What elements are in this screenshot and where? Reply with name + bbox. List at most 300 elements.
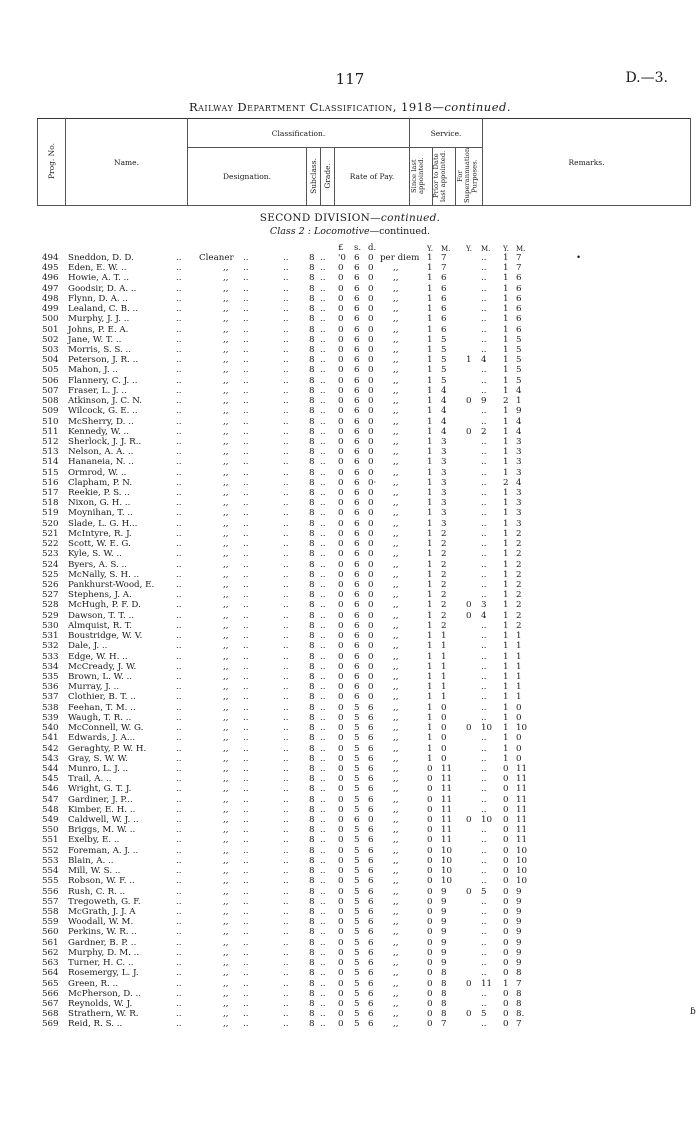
table-row xyxy=(0,498,700,508)
employee-name: McNally, S. H. .. xyxy=(68,569,140,580)
leader-dots: .. xyxy=(176,334,182,345)
super-years: 1 xyxy=(503,365,509,376)
prior-months: .. xyxy=(481,334,487,345)
pounds: 0 xyxy=(338,896,344,907)
prior-years: 0 xyxy=(466,1009,472,1020)
leader-dots: .. xyxy=(176,825,182,836)
pence: 0 xyxy=(368,436,374,447)
pounds: 0 xyxy=(338,723,344,734)
pay-period: ,, xyxy=(393,406,399,417)
pay-period: ,, xyxy=(393,988,399,999)
prog-no: 551 xyxy=(42,835,59,846)
table-row xyxy=(0,417,700,427)
employee-name: Lealand, C. B. .. xyxy=(68,304,139,315)
super-months: 8. xyxy=(516,1009,525,1020)
shillings: 5 xyxy=(354,988,360,999)
table-row xyxy=(0,611,700,621)
super-years: 1 xyxy=(503,375,509,386)
designation: ,, xyxy=(223,457,229,468)
pay-period: ,, xyxy=(393,375,399,386)
prior-months: .. xyxy=(481,998,487,1009)
leader-dots: .. xyxy=(283,958,289,969)
designation: ,, xyxy=(223,876,229,887)
pay-period: ,, xyxy=(393,610,399,621)
prog-no: 515 xyxy=(42,467,59,478)
leader-dots: .. xyxy=(176,886,182,897)
subclass: 8 xyxy=(309,385,315,396)
designation: ,, xyxy=(223,804,229,815)
pay-period: ,, xyxy=(393,304,399,315)
since-last-years: 1 xyxy=(427,273,433,284)
super-months: 6 xyxy=(516,314,522,325)
leader-dots: .. xyxy=(320,855,326,866)
pay-period: ,, xyxy=(393,314,399,325)
super-months: 1 xyxy=(516,671,522,682)
prior-months: .. xyxy=(481,712,487,723)
prior-months: .. xyxy=(481,927,487,938)
super-months: 1 xyxy=(516,651,522,662)
subclass: 8 xyxy=(309,344,315,355)
pounds: 0 xyxy=(338,488,344,499)
service-header: Service. xyxy=(410,119,483,148)
since-last-years: 1 xyxy=(427,396,433,407)
leader-dots: .. xyxy=(320,549,326,560)
pence: 6 xyxy=(368,733,374,744)
leader-dots: .. xyxy=(176,498,182,509)
leader-dots: .. xyxy=(283,508,289,519)
since-last-years: 1 xyxy=(427,263,433,274)
since-last-months: 0 xyxy=(441,753,447,764)
table-row xyxy=(0,580,700,590)
since-last-months: 2 xyxy=(441,559,447,570)
designation: ,, xyxy=(223,753,229,764)
pence: 0 xyxy=(368,385,374,396)
subclass: 8 xyxy=(309,559,315,570)
leader-dots: .. xyxy=(283,1009,289,1020)
leader-dots: .. xyxy=(243,304,249,315)
leader-dots: .. xyxy=(283,896,289,907)
pay-period: ,, xyxy=(393,498,399,509)
leader-dots: .. xyxy=(176,774,182,785)
subclass: 8 xyxy=(309,753,315,764)
since-last-months: 2 xyxy=(441,620,447,631)
subclass: 8 xyxy=(309,723,315,734)
designation: ,, xyxy=(223,692,229,703)
leader-dots: .. xyxy=(243,539,249,550)
shillings: 6 xyxy=(354,406,360,417)
subclass: 8 xyxy=(309,426,315,437)
leader-dots: .. xyxy=(243,671,249,682)
table-row xyxy=(0,365,700,375)
since-last-months: 1 xyxy=(441,631,447,642)
table-row xyxy=(0,294,700,304)
employee-name: Rosemergy, L. J. xyxy=(68,968,139,979)
prog-no: 561 xyxy=(42,937,59,948)
since-last-months: 6 xyxy=(441,314,447,325)
pay-period: ,, xyxy=(393,876,399,887)
leader-dots: .. xyxy=(283,518,289,529)
pay-period: ,, xyxy=(393,344,399,355)
super-months: 3 xyxy=(516,498,522,509)
page-number: 117 xyxy=(335,70,365,88)
designation: ,, xyxy=(223,855,229,866)
leader-dots: .. xyxy=(283,304,289,315)
prog-no: 534 xyxy=(42,661,59,672)
leader-dots: .. xyxy=(320,682,326,693)
employee-name: Kennedy, W. .. xyxy=(68,426,130,437)
table-row xyxy=(0,866,700,876)
pence: 6 xyxy=(368,927,374,938)
leader-dots: .. xyxy=(320,508,326,519)
shillings: 5 xyxy=(354,1019,360,1030)
table-row xyxy=(0,979,700,989)
super-months: 1 xyxy=(516,692,522,703)
shillings: 6 xyxy=(354,365,360,376)
leader-dots: .. xyxy=(243,385,249,396)
designation: ,, xyxy=(223,365,229,376)
pence: 0 xyxy=(368,815,374,826)
pence: 0 xyxy=(368,549,374,560)
pay-period: ,, xyxy=(393,917,399,928)
prior-months: .. xyxy=(481,436,487,447)
subclass: 8 xyxy=(309,477,315,488)
leader-dots: .. xyxy=(243,426,249,437)
pence: 6 xyxy=(368,978,374,989)
pay-period: ,, xyxy=(393,978,399,989)
leader-dots: .. xyxy=(243,927,249,938)
since-last-months: 0 xyxy=(441,743,447,754)
since-last-years: 1 xyxy=(427,467,433,478)
leader-dots: .. xyxy=(176,253,182,263)
since-last-years: 1 xyxy=(427,375,433,386)
since-last-years: 0 xyxy=(427,763,433,774)
employee-name: Munro, L. J. .. xyxy=(68,763,129,774)
designation: ,, xyxy=(223,825,229,836)
subclass: 8 xyxy=(309,375,315,386)
pay-period: ,, xyxy=(393,855,399,866)
super-years: 0 xyxy=(503,763,509,774)
prior-months: .. xyxy=(481,968,487,979)
leader-dots: .. xyxy=(243,1019,249,1030)
since-last-months: 2 xyxy=(441,549,447,560)
shillings: 6 xyxy=(354,559,360,570)
prog-no: 532 xyxy=(42,641,59,652)
table-row xyxy=(0,325,700,335)
pence: 0 xyxy=(368,498,374,509)
shillings: 6 xyxy=(354,641,360,652)
prior-years: 0 xyxy=(466,396,472,407)
designation: ,, xyxy=(223,1019,229,1030)
pounds: 0 xyxy=(338,539,344,550)
subclass: 8 xyxy=(309,528,315,539)
employee-name: McPherson, D. .. xyxy=(68,988,142,999)
prior-years: 1 xyxy=(466,355,472,366)
pence: 6 xyxy=(368,845,374,856)
designation: ,, xyxy=(223,763,229,774)
since-last-months: 4 xyxy=(441,416,447,427)
designation: ,, xyxy=(223,263,229,274)
since-last-years: 1 xyxy=(427,539,433,550)
shillings: 6 xyxy=(354,610,360,621)
super-months: 9 xyxy=(516,896,522,907)
super-months: 9 xyxy=(516,406,522,417)
pounds: 0 xyxy=(338,324,344,335)
pay-period: ,, xyxy=(393,794,399,805)
shillings: 5 xyxy=(354,937,360,948)
since-last-months: 6 xyxy=(441,324,447,335)
prog-no: 505 xyxy=(42,365,59,376)
since-last-years: 1 xyxy=(427,580,433,590)
employee-name: Flynn, D. A. .. xyxy=(68,293,128,304)
table-row xyxy=(0,263,700,273)
employee-name: Edwards, J. A... xyxy=(68,733,136,744)
table-row xyxy=(0,652,700,662)
subclass: 8 xyxy=(309,733,315,744)
leader-dots: .. xyxy=(176,273,182,284)
pence: 6 xyxy=(368,763,374,774)
prog-no: 508 xyxy=(42,396,59,407)
leader-dots: .. xyxy=(243,896,249,907)
leader-dots: .. xyxy=(176,815,182,826)
pay-period: ,, xyxy=(393,866,399,877)
leader-dots: .. xyxy=(320,314,326,325)
prog-no: 538 xyxy=(42,702,59,713)
table-row xyxy=(0,835,700,845)
leader-dots: .. xyxy=(283,283,289,294)
super-years: 1 xyxy=(503,753,509,764)
leader-dots: .. xyxy=(243,978,249,989)
super-years: 1 xyxy=(503,508,509,519)
table-row xyxy=(0,897,700,907)
pence: 6 xyxy=(368,804,374,815)
prior-months: .. xyxy=(481,324,487,335)
since-last-months: 11 xyxy=(441,763,453,774)
prior-years: 0 xyxy=(466,610,472,621)
super-months: 6 xyxy=(516,293,522,304)
employee-name: Exelby, E. .. xyxy=(68,835,120,846)
leader-dots: .. xyxy=(243,590,249,601)
super-years: 0 xyxy=(503,794,509,805)
subclass: 8 xyxy=(309,293,315,304)
table-row xyxy=(0,631,700,641)
leader-dots: .. xyxy=(320,477,326,488)
subclass: 8 xyxy=(309,283,315,294)
leader-dots: .. xyxy=(176,998,182,1009)
leader-dots: .. xyxy=(320,947,326,958)
prior-months: .. xyxy=(481,580,487,590)
employee-name: Sherlock, J. J. R.. xyxy=(68,436,142,447)
prior-months: .. xyxy=(481,263,487,274)
pence: 0 xyxy=(368,375,374,386)
leader-dots: .. xyxy=(243,559,249,570)
since-last-years: 1 xyxy=(427,528,433,539)
pence: 0 xyxy=(368,671,374,682)
since-last-months: 0 xyxy=(441,733,447,744)
leader-dots: .. xyxy=(243,651,249,662)
shillings: 5 xyxy=(354,723,360,734)
prog-no: 567 xyxy=(42,998,59,1009)
designation: ,, xyxy=(223,784,229,795)
leader-dots: .. xyxy=(320,385,326,396)
leader-dots: .. xyxy=(176,804,182,815)
leader-dots: .. xyxy=(283,671,289,682)
leader-dots: .. xyxy=(243,917,249,928)
since-last-years: 1 xyxy=(427,733,433,744)
leader-dots: .. xyxy=(283,375,289,386)
leader-dots: .. xyxy=(320,375,326,386)
pounds: 0 xyxy=(338,855,344,866)
prog-no: 554 xyxy=(42,866,59,877)
prog-no: 503 xyxy=(42,344,59,355)
leader-dots: .. xyxy=(283,488,289,499)
shillings: 5 xyxy=(354,763,360,774)
designation: ,, xyxy=(223,385,229,396)
prog-no: 526 xyxy=(42,580,59,590)
shillings: 6 xyxy=(354,447,360,458)
prog-no: 512 xyxy=(42,436,59,447)
leader-dots: .. xyxy=(176,528,182,539)
leader-dots: .. xyxy=(243,436,249,447)
subclass: 8 xyxy=(309,702,315,713)
since-last-years: 0 xyxy=(427,835,433,846)
prog-no: 519 xyxy=(42,508,59,519)
super-months: 6 xyxy=(516,304,522,315)
super-months: 3 xyxy=(516,457,522,468)
leader-dots: .. xyxy=(243,283,249,294)
leader-dots: .. xyxy=(243,528,249,539)
designation: ,, xyxy=(223,907,229,917)
employee-name: McIntyre, R. J. xyxy=(68,528,132,539)
pounds: 0 xyxy=(338,917,344,928)
since-last-years: 1 xyxy=(427,661,433,672)
employee-name: Nixon, G. H. .. xyxy=(68,498,131,509)
since-last-years: 1 xyxy=(427,631,433,642)
leader-dots: .. xyxy=(176,324,182,335)
prog-no: 500 xyxy=(42,314,59,325)
since-last-months: 7 xyxy=(441,253,447,263)
designation: ,, xyxy=(223,988,229,999)
super-years: 0 xyxy=(503,998,509,1009)
shillings: 6 xyxy=(354,682,360,693)
prior-months: .. xyxy=(481,508,487,519)
leader-dots: .. xyxy=(176,610,182,621)
prog-no: 568 xyxy=(42,1009,59,1020)
super-years: 1 xyxy=(503,549,509,560)
shillings: 6 xyxy=(354,273,360,284)
designation: ,, xyxy=(223,937,229,948)
pence: 0 xyxy=(368,682,374,693)
table-row xyxy=(0,304,700,314)
prior-months: .. xyxy=(481,825,487,836)
leader-dots: .. xyxy=(243,641,249,652)
table-row xyxy=(0,600,700,610)
pounds: 0 xyxy=(338,590,344,601)
super-years: 0 xyxy=(503,896,509,907)
pounds: 0 xyxy=(338,396,344,407)
leader-dots: .. xyxy=(243,774,249,785)
leader-dots: .. xyxy=(283,457,289,468)
subclass: 8 xyxy=(309,539,315,550)
leader-dots: .. xyxy=(320,304,326,315)
leader-dots: .. xyxy=(176,855,182,866)
leader-dots: .. xyxy=(176,794,182,805)
pay-period: ,, xyxy=(393,998,399,1009)
prog-no: 566 xyxy=(42,988,59,999)
leader-dots: .. xyxy=(283,825,289,836)
rate-of-pay-header: Rate of Pay. xyxy=(335,148,410,206)
document-reference: D.—3. xyxy=(625,70,668,86)
designation: ,, xyxy=(223,620,229,631)
prior-months: .. xyxy=(481,743,487,754)
pay-period: ,, xyxy=(393,804,399,815)
since-last-months: 9 xyxy=(441,927,447,938)
designation: ,, xyxy=(223,334,229,345)
pay-period: ,, xyxy=(393,815,399,826)
since-last-years: 1 xyxy=(427,651,433,662)
designation: ,, xyxy=(223,467,229,478)
leader-dots: .. xyxy=(243,620,249,631)
employee-name: Reekie, P. S. .. xyxy=(68,488,130,499)
since-last-years: 1 xyxy=(427,253,433,263)
subclass: 8 xyxy=(309,774,315,785)
leader-dots: .. xyxy=(320,998,326,1009)
super-years: 1 xyxy=(503,671,509,682)
prog-no: 569 xyxy=(42,1019,59,1030)
leader-dots: .. xyxy=(320,334,326,345)
super-months: 10 xyxy=(516,723,528,734)
shillings: 6 xyxy=(354,467,360,478)
employee-name: Murphy, J. J. .. xyxy=(68,314,130,325)
pence: 6 xyxy=(368,937,374,948)
super-months: 6 xyxy=(516,324,522,335)
shillings: 5 xyxy=(354,886,360,897)
prior-months: .. xyxy=(481,293,487,304)
leader-dots: .. xyxy=(283,314,289,325)
prior-years: 0 xyxy=(466,723,472,734)
table-row xyxy=(0,744,700,754)
subclass: 8 xyxy=(309,815,315,826)
leader-dots: .. xyxy=(176,467,182,478)
leader-dots: .. xyxy=(243,784,249,795)
employee-name: Nelson, A. A. .. xyxy=(68,447,134,458)
shillings: 5 xyxy=(354,978,360,989)
shillings: 6 xyxy=(354,539,360,550)
pounds: 0 xyxy=(338,631,344,642)
leader-dots: .. xyxy=(283,866,289,877)
leader-dots: .. xyxy=(283,641,289,652)
table-row xyxy=(0,917,700,927)
leader-dots: .. xyxy=(243,569,249,580)
pence: 0 xyxy=(368,580,374,590)
pounds: 0 xyxy=(338,753,344,764)
leader-dots: .. xyxy=(283,815,289,826)
designation: ,, xyxy=(223,304,229,315)
leader-dots: .. xyxy=(320,825,326,836)
designation: ,, xyxy=(223,344,229,355)
column-header-table xyxy=(37,118,691,206)
employee-name: Gardner, B. P. .. xyxy=(68,937,137,948)
pay-period: ,, xyxy=(393,447,399,458)
subclass: 8 xyxy=(309,1019,315,1030)
employee-name: Kyle, S. W. .. xyxy=(68,549,122,560)
pay-period: ,, xyxy=(393,937,399,948)
prog-no: 541 xyxy=(42,733,59,744)
employee-name: Eden, E. W. .. xyxy=(68,263,127,274)
super-years: 1 xyxy=(503,263,509,274)
subclass: 8 xyxy=(309,620,315,631)
super-months: 5 xyxy=(516,365,522,376)
since-last-months: 1 xyxy=(441,682,447,693)
